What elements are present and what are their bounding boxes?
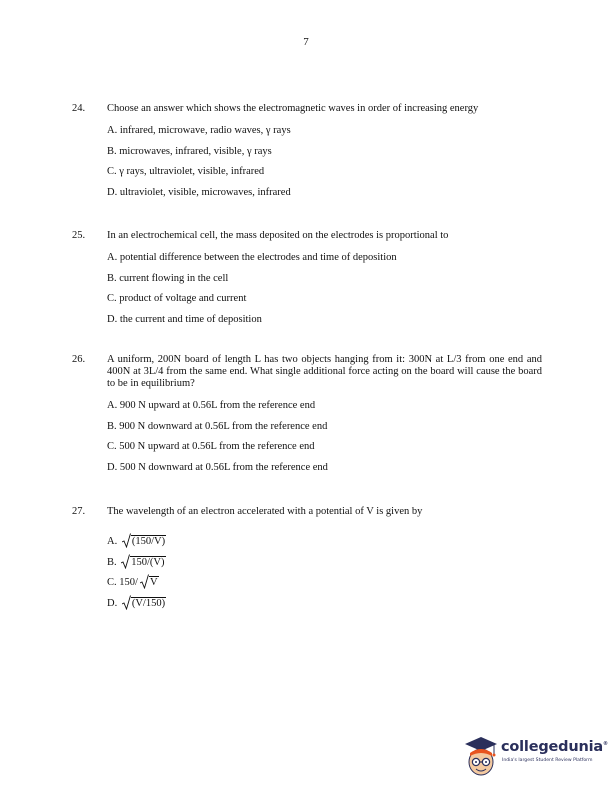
question-number: 26. (72, 354, 86, 365)
option-a: A. 900 N upward at 0.56L from the reference end (107, 400, 316, 411)
options-list (107, 252, 542, 334)
option-label: C. (107, 577, 117, 588)
option-c (107, 577, 542, 598)
option-b: B. current flowing in the cell (107, 272, 229, 284)
radicand: (150/V) (131, 536, 166, 547)
option-c: C. 500 N upward at 0.56L from the reference end (107, 441, 315, 452)
option-d: D. the current and time of deposition (107, 313, 262, 325)
square-root (122, 536, 166, 548)
option-label: A. (107, 536, 118, 547)
option-d (107, 598, 542, 619)
question-24 (72, 103, 542, 207)
question-27 (72, 506, 542, 618)
option-c: C. product of voltage and current (107, 293, 247, 304)
question-25 (72, 230, 542, 334)
option-prefix: 150/ (119, 577, 138, 588)
radicand: (V/150) (131, 597, 166, 609)
trademark-symbol: ® (602, 741, 608, 748)
option-label: B. (107, 556, 117, 568)
options-list (107, 125, 542, 207)
options-list (107, 400, 542, 482)
square-root (140, 577, 159, 589)
options-list (107, 536, 542, 618)
option-a: A. infrared, microwave, radio waves, γ rays (107, 125, 291, 136)
question-number: 25. (72, 230, 86, 241)
question-text: In an electrochemical cell, the mass deposited on the electrodes is proportional to (107, 230, 449, 241)
option-label: D. (107, 597, 118, 609)
radicand: V (149, 577, 158, 588)
question-text: The wavelength of an electron accelerated with a potential of V is given by (107, 506, 423, 517)
collegedunia-logo (463, 735, 608, 780)
option-b: B. 900 N downward at 0.56L from the reference end (107, 420, 328, 432)
option-a (107, 536, 542, 557)
option-a: A. potential difference between the electrodes and time of deposition (107, 252, 397, 263)
radicand: 150/(V) (131, 556, 165, 568)
option-d: D. ultraviolet, visible, microwaves, infrared (107, 186, 291, 198)
square-root (122, 598, 166, 610)
page-number: 7 (303, 36, 309, 48)
question-text: Choose an answer which shows the electromagnetic waves in order of increasing energy (107, 103, 479, 114)
mascot-icon (463, 735, 499, 779)
question-number: 24. (72, 103, 86, 114)
question-26 (72, 354, 542, 482)
square-root (121, 557, 165, 569)
option-b: B. microwaves, infrared, visible, γ rays (107, 145, 272, 157)
brand-tagline: India's largest Student Review Platform (502, 758, 593, 763)
option-c: C. γ rays, ultraviolet, visible, infrared (107, 166, 265, 177)
brand-name: collegedunia® (501, 739, 608, 755)
question-text: A uniform, 200N board of length L has two objects hanging from it: 300N at L/3 from one end and 400N at 3L/4 from the same end. What single additional force acting on the board will cause the board to be in equilibrium? (107, 354, 542, 389)
option-b (107, 557, 542, 578)
question-number: 27. (72, 506, 86, 517)
option-d: D. 500 N downward at 0.56L from the reference end (107, 461, 328, 473)
